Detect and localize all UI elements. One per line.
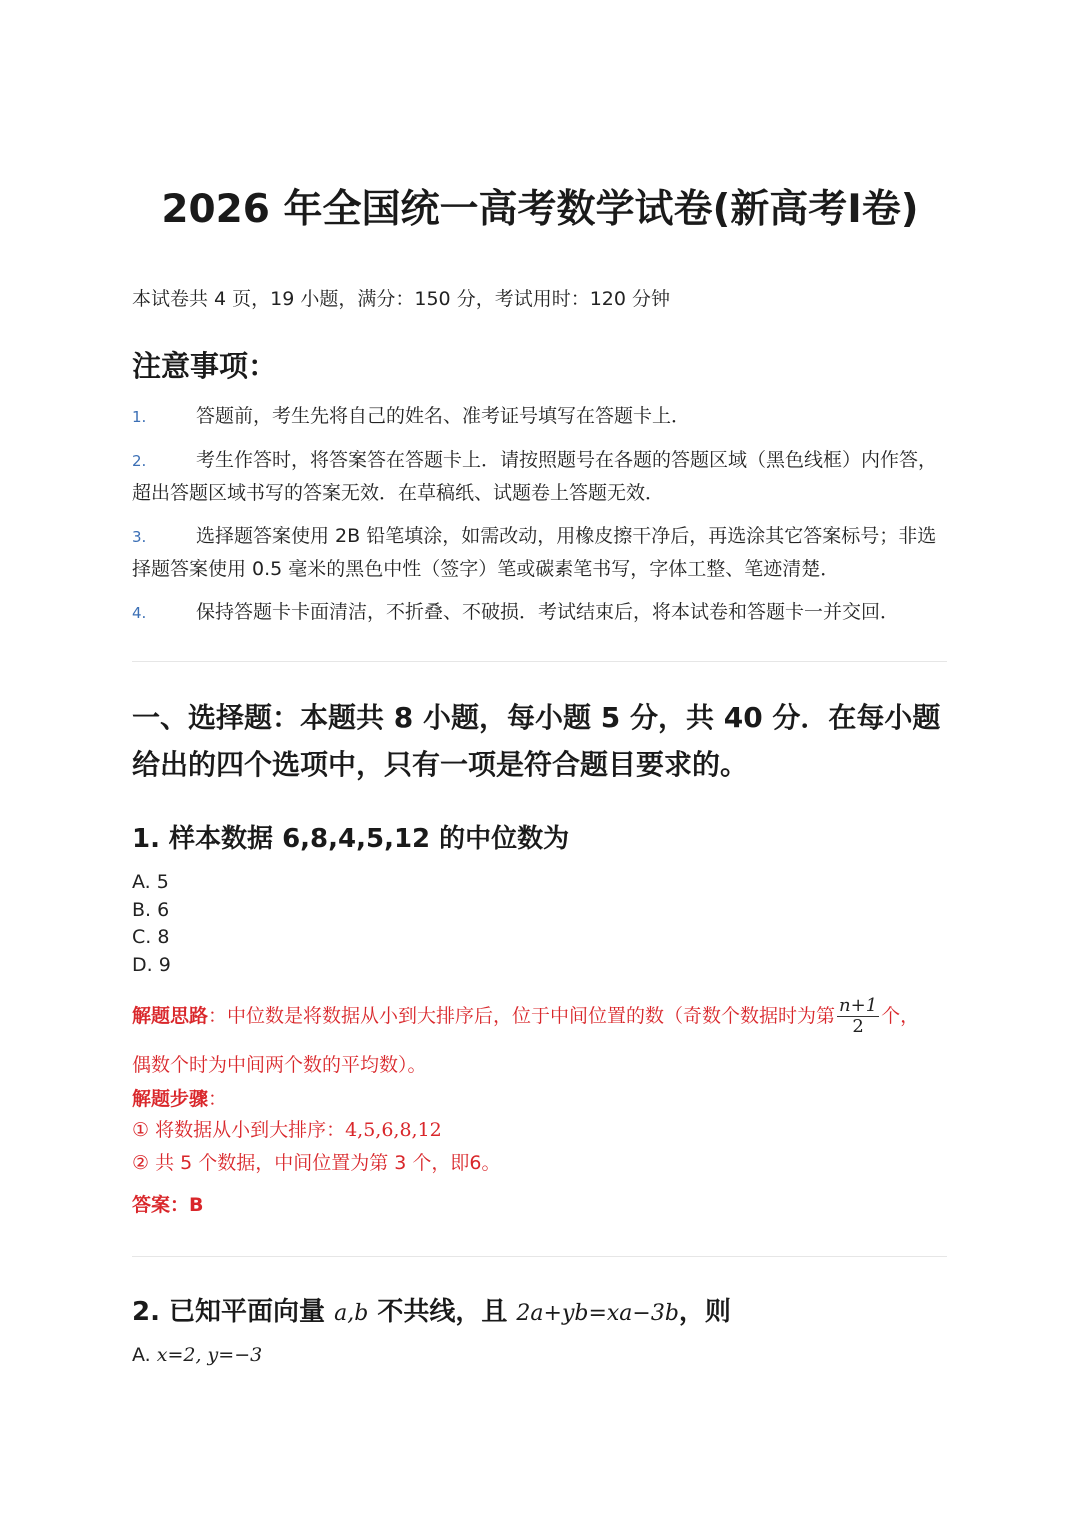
stem-math-equation: 2a+yb=xa−3b [516,1301,679,1326]
notice-item [132,520,947,585]
notice-text: 保持答题卡卡面清洁，不折叠、不破损．考试结束后，将本试卷和答题卡一并交回． [196,601,900,623]
step-1 [132,1115,952,1142]
steps-heading [132,1084,952,1111]
step-1-math: 4,5,6,8,12 [345,1119,442,1141]
steps-label: 解题步骤 [132,1088,209,1110]
stem-prefix: 2. 已知平面向量 [132,1297,335,1327]
notice-number: 1. [132,408,147,426]
exam-title: 2026 年全国统一高考数学试卷(新高考Ⅰ卷) [161,187,919,232]
step-1-text: ① 将数据从小到大排序： [132,1119,346,1141]
fraction-denominator: 2 [852,1016,864,1037]
question-1-stem: 1. 样本数据 6,8,4,5,12 的中位数为 [132,824,570,854]
stem-suffix: ，则 [678,1297,731,1327]
exam-info: 本试卷共 4 页，19 小题，满分：150 分，考试用时：120 分钟 [132,288,670,310]
notice-item [132,400,947,433]
notice-text: 考生作答时，将答案答在答题卡上．请按照题号在各题的答题区域（黑色线框）内作答，超出答题区域书写的答案无效．在草稿纸、试题卷上答题无效． [132,449,938,504]
notice-text: 答题前，考生先将自己的姓名、准考证号填写在答题卡上． [196,405,691,427]
option-math: x=2, y=−3 [156,1344,263,1366]
question-1-analysis [132,994,952,1038]
question-2-stem [132,1291,731,1328]
analysis-text: ：中位数是将数据从小到大排序后，位于中间位置的数（奇数个数据时为第 [208,1005,836,1027]
analysis-line-2: 偶数个时为中间两个数的平均数）。 [132,1054,427,1076]
question-2-option-a [132,1344,952,1366]
steps-colon: ： [208,1088,228,1110]
option-a: A. 5 [132,871,169,893]
section-heading: 一、选择题：本题共 8 小题，每小题 5 分，共 40 分．在每小题给出的四个选项中，只有一项是符合题目要求的。 [132,701,941,781]
option-label: A. [132,1344,157,1366]
notice-item [132,596,947,629]
notice-text: 选择题答案使用 2B 铅笔填涂，如需改动，用橡皮擦干净后，再选涂其它答案标号；非选择题答案使用 0.5 毫米的黑色中性（签字）笔或碳素笔书写，字体工整、笔迹清楚． [132,525,937,580]
notice-number: 2. [132,452,147,470]
option-d: D. 9 [132,953,171,976]
notice-number: 3. [132,528,147,546]
step-2: ② 共 5 个数据，中间位置为第 3 个，即6。 [132,1152,501,1174]
notice-item [132,444,947,509]
divider [132,661,947,662]
notice-list [132,400,947,640]
analysis-label: 解题思路 [132,1005,209,1027]
option-b: B. 6 [132,898,170,921]
question-1-options [132,869,171,979]
stem-middle: 不共线，且 [368,1297,517,1327]
option-c: C. 8 [132,926,170,948]
analysis-text-end: 个， [881,1005,920,1027]
fraction [837,996,879,1037]
fraction-numerator: n+1 [839,995,878,1016]
notice-heading: 注意事项： [132,349,278,383]
notice-number: 4. [132,604,147,622]
divider [132,1256,947,1257]
answer: 答案：B [132,1194,204,1216]
stem-math-vectors: a,b [334,1301,369,1326]
